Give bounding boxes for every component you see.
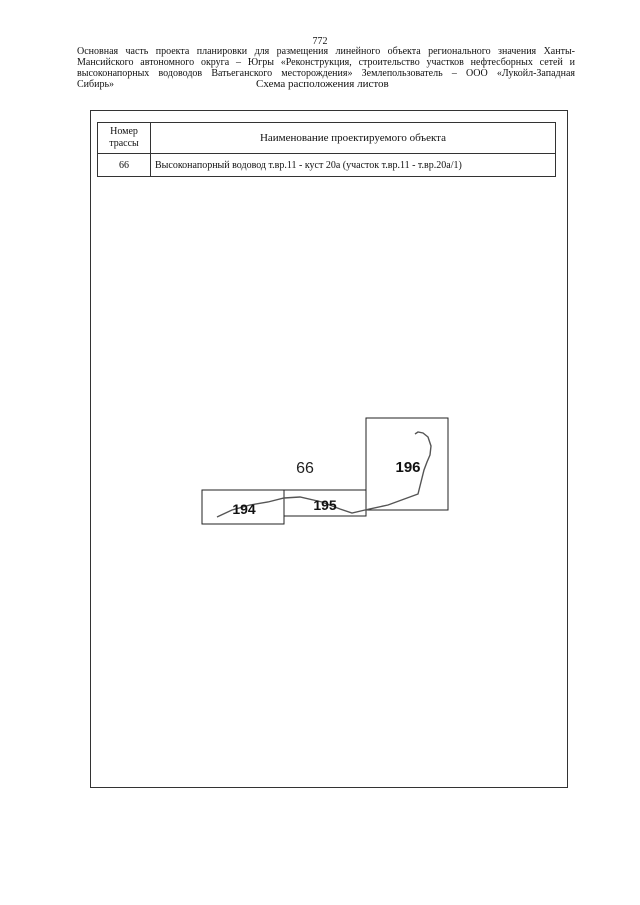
header-line-1: Основная часть проекта планировки для размещения линейного объекта регионального значения Ханты- xyxy=(77,46,575,57)
sheet-label-195: 195 xyxy=(313,497,337,513)
row-name: Высоконапорный водовод т.вр.11 - куст 20а (участок т.вр.11 - т.вр.20а/1) xyxy=(151,154,556,177)
sheet-label-196: 196 xyxy=(395,459,421,476)
header-line-3: высоконапорных водоводов Ватьеганского месторождения» Землепользователь – ООО «Лукойл-Западная xyxy=(77,68,575,79)
sheet-title: Схема расположения листов xyxy=(256,78,389,90)
route-label: 66 xyxy=(296,460,314,477)
sheet-label-194: 194 xyxy=(232,501,256,517)
page-number: 772 xyxy=(312,36,328,47)
header-number: Номер трассы xyxy=(98,123,151,154)
row-number: 66 xyxy=(98,154,151,177)
header-name: Наименование проектируемого объекта xyxy=(151,123,556,154)
header-line-2: Мансийского автономного округа – Югры «Реконструкция, строительство участков нефтесборных сетей и xyxy=(77,57,575,68)
header-line-4-text: Сибирь» xyxy=(77,79,115,90)
